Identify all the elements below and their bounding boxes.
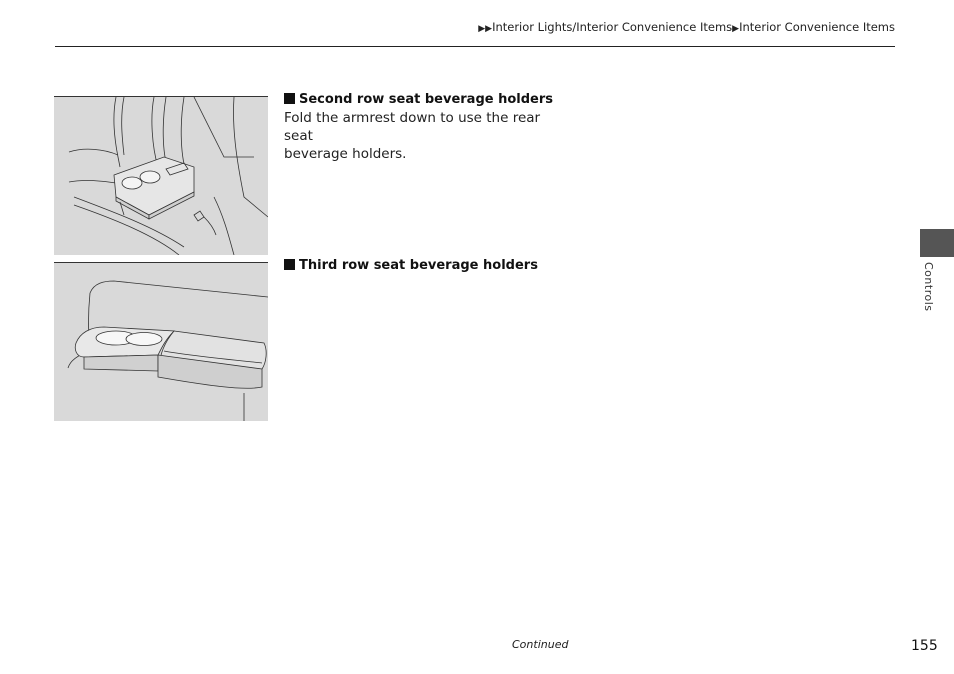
chapter-tab[interactable]: [920, 229, 954, 257]
third-row-holder-illustration: [54, 262, 268, 421]
chapter-tab-label[interactable]: Controls: [922, 262, 935, 312]
header-rule: [55, 46, 895, 47]
triangle-right-icon: ▶: [732, 24, 740, 34]
continued-label: Continued: [512, 638, 569, 651]
third-row-section: [284, 257, 564, 275]
section-heading: [284, 257, 564, 275]
triangle-right-icon: ▶▶: [478, 24, 493, 34]
section-heading: [284, 91, 564, 109]
breadcrumb[interactable]: [478, 20, 895, 34]
square-bullet-icon: [284, 93, 295, 104]
section-body-line: Fold the armrest down to use the rear seat: [284, 110, 541, 144]
second-row-section: [284, 91, 564, 163]
breadcrumb-part-2[interactable]: Interior Convenience Items: [739, 20, 895, 34]
breadcrumb-part-1[interactable]: Interior Lights/Interior Convenience Items: [492, 20, 733, 34]
section-body-line: beverage holders.: [284, 146, 407, 162]
second-row-armrest-illustration: [54, 96, 268, 255]
heading-text: Second row seat beverage holders: [299, 92, 554, 107]
square-bullet-icon: [284, 259, 295, 270]
heading-text: Third row seat beverage holders: [299, 258, 538, 273]
page-number: 155: [911, 638, 938, 654]
